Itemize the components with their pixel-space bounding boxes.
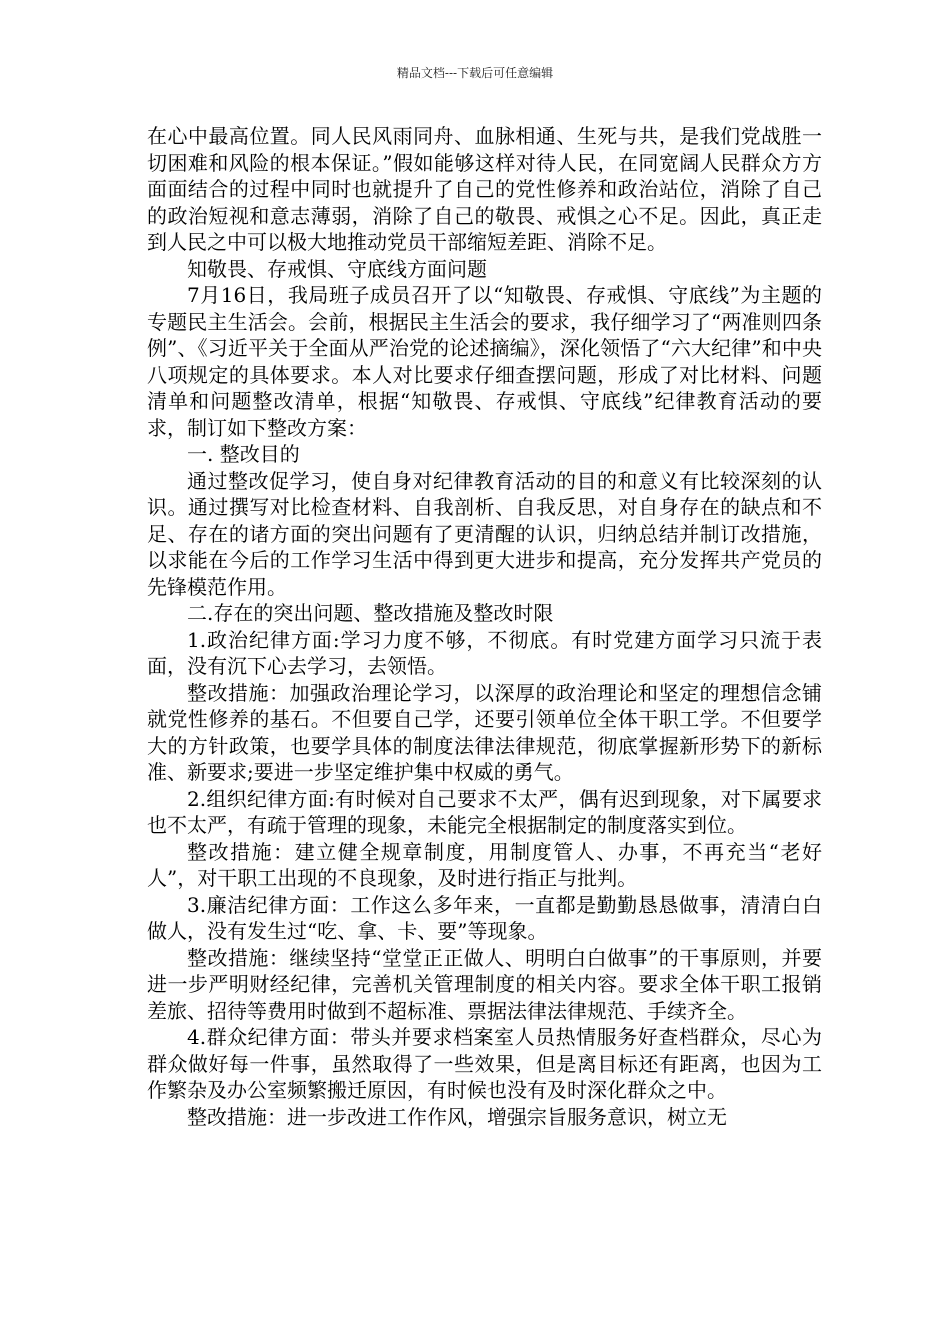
paragraph: 3.廉洁纪律方面：工作这么多年来，一直都是勤勤恳恳做事，清清白白做人，没有发生过“吃、拿、卡、要”等现象。	[147, 892, 822, 943]
paragraph: 4.群众纪律方面：带头并要求档案室人员热情服务好查档群众，尽心为群众做好每一件事，虽然取得了一些效果，但是离目标还有距离，也因为工作繁杂及办公室频繁搬迁原因，有时候也没有及时深化群众之中。	[147, 1025, 822, 1102]
paragraph: 整改措施：继续坚持“堂堂正正做人、明明白白做事”的干事原则，并要进一步严明财经纪律，完善机关管理制度的相关内容。要求全体干职工报销差旅、招待等费用时做到不超标准、票据法律法律规范、手续齐全。	[147, 945, 822, 1023]
document-body	[147, 123, 822, 1130]
section-heading: 知敬畏、存戒惧、守底线方面问题	[187, 256, 487, 281]
section-heading: 一. 整改目的	[187, 442, 300, 466]
paragraph: 1.政治纪律方面:学习力度不够，不彻底。有时党建方面学习只流于表面，没有沉下心去学习，去领悟。	[147, 627, 822, 678]
paragraph: 在心中最高位置。同人民风雨同舟、血脉相通、生死与共，是我们党战胜一切困难和风险的根本保证。”假如能够这样对待人民，在同宽阔人民群众方方面面结合的过程中同时也就提升了自己的党性修养和政治站位，消除了自己的政治短视和意志薄弱，消除了自己的敬畏、戒惧之心不足。因此，真正走到人民之中可以极大地推动党员干部缩短差距、消除不足。	[147, 124, 822, 254]
paragraph: 整改措施：进一步改进工作作风，增强宗旨服务意识，树立无	[187, 1104, 727, 1129]
paragraph: 2.组织纪律方面:有时候对自己要求不太严，偶有迟到现象，对下属要求也不太严，有疏于管理的现象，未能完全根据制定的制度落实到位。	[147, 786, 822, 837]
section-heading: 二.存在的突出问题、整改措施及整改时限	[187, 601, 554, 625]
paragraph: 整改措施：建立健全规章制度，用制度管人、办事，不再充当“老好人”，对干职工出现的不良现象，及时进行指正与批判。	[147, 839, 822, 890]
page-header: 精品文档---下载后可任意编辑	[396, 66, 554, 80]
paragraph: 整改措施：加强政治理论学习，以深厚的政治理论和坚定的理想信念铺就党性修养的基石。不但要自己学，还要引领单位全体干职工学。不但要学大的方针政策，也要学具体的制度法律法律规范，彻底掌握新形势下的新标准、新要求;要进一步坚定维护集中权威的勇气。	[147, 680, 822, 784]
paragraph: 通过整改促学习，使自身对纪律教育活动的目的和意义有比较深刻的认识。通过撰写对比检查材料、自我剖析、自我反思，对自身存在的缺点和不足、存在的诸方面的突出问题有了更清醒的认识，归纳总结并制订改措施，以求能在今后的工作学习生活中得到更大进步和提高，充分发挥共产党员的先锋模范作用。	[147, 468, 822, 599]
paragraph: 7月16日，我局班子成员召开了以“知敬畏、存戒惧、守底线”为主题的专题民主生活会。会前，根据民主生活会的要求，我仔细学习了“两准则四条例”、《习近平关于全面从严治党的论述摘编》，深化领悟了“六大纪律”和中央八项规定的具体要求。本人对比要求仔细查摆问题，形成了对比材料、问题清单和问题整改清单，根据“知敬畏、存戒惧、守底线”纪律教育活动的要求，制订如下整改方案：	[147, 283, 822, 440]
